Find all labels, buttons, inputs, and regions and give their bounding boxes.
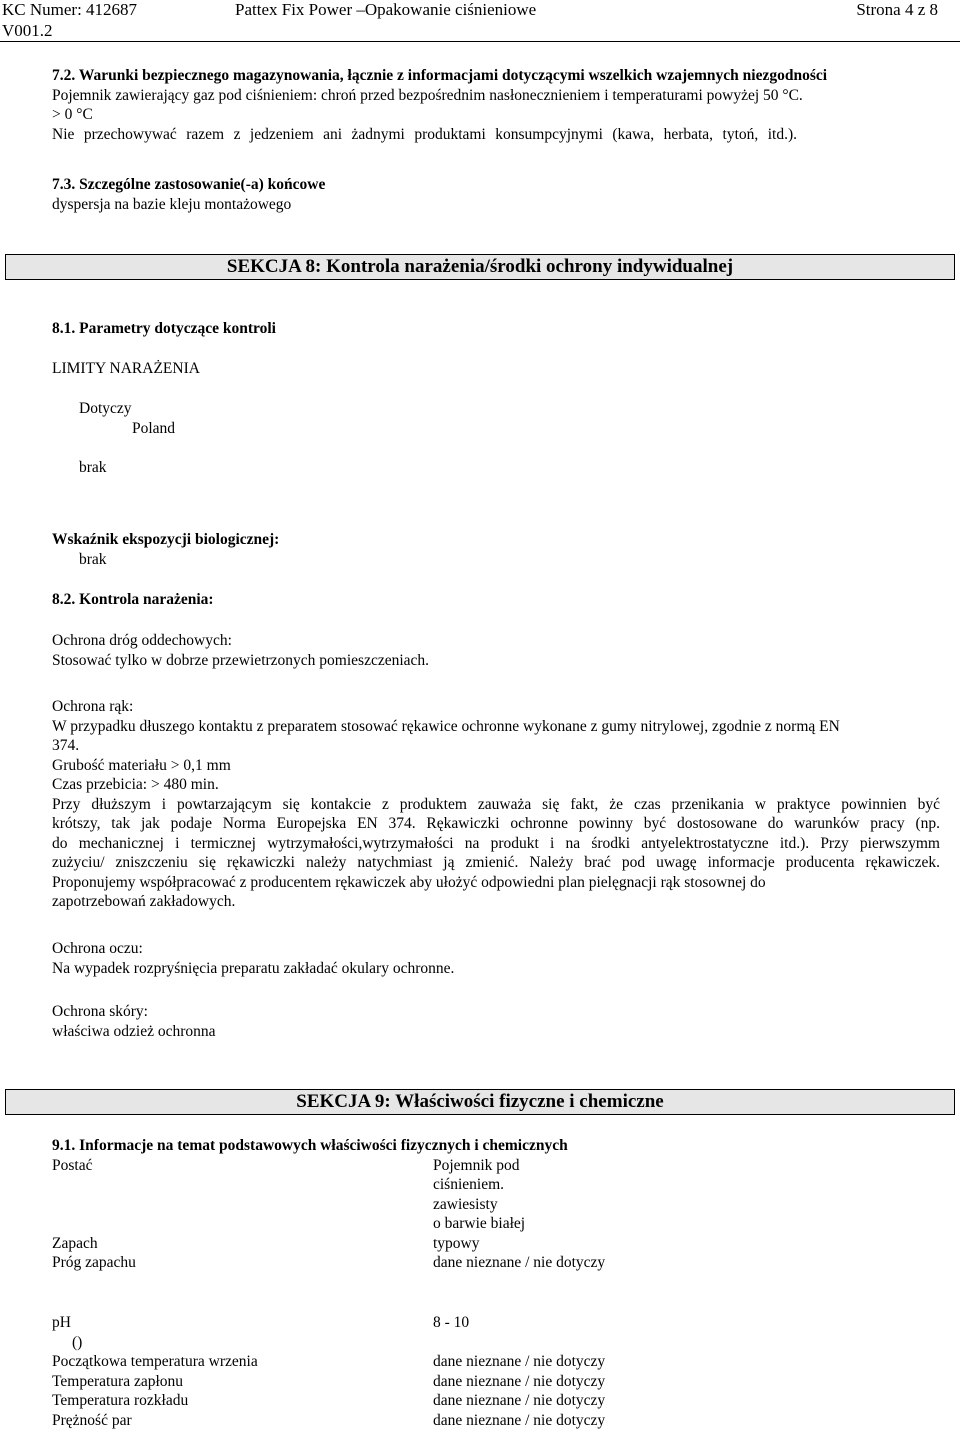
skin-title: Ochrona skóry: <box>52 1003 148 1020</box>
biological-index-value: brak <box>79 550 107 568</box>
limits-none <box>52 458 940 478</box>
form-value-3: zawiesisty <box>433 1195 498 1213</box>
limits-applies-block <box>52 399 940 438</box>
eye-text: Na wypadek rozpryśnięcia preparatu zakładać okulary ochronne. <box>52 959 455 977</box>
hand-line2: 374. <box>52 737 80 754</box>
section-7-2-title: 7.2. Warunki bezpiecznego magazynowania, łącznie z informacjami dotyczącymi wszelkich wzajemnych niezgodności <box>52 67 828 84</box>
section-9-1-title: 9.1. Informacje na temat podstawowych właściwości fizycznych i chemicznych <box>52 1137 568 1154</box>
biological-index-title: Wskaźnik ekspozycji biologicznej: <box>52 531 280 548</box>
form-value-1: Pojemnik pod <box>433 1156 520 1174</box>
section-7-2-line2: > 0 °C <box>52 106 93 123</box>
section-9-1-cont <box>52 1313 940 1430</box>
header-rule <box>0 41 960 42</box>
kc-number: KC Numer: 412687 <box>2 0 138 19</box>
odor-label: Zapach <box>52 1234 98 1252</box>
respiratory-title: Ochrona dróg oddechowych: <box>52 632 232 649</box>
section-7-3-title: 7.3. Szczególne zastosowanie(-a) końcowe <box>52 176 326 193</box>
vapor-value: dane nieznane / nie dotyczy <box>433 1411 606 1429</box>
hand-para-4: zużyciu/ zniszczeniu się rękawiczki należy natychmiast ją zmienić. Należy brać pod uwagę informacje producenta rękawiczek. <box>52 854 940 871</box>
property-odor <box>52 1234 940 1254</box>
section-8-1-title: 8.1. Parametry dotyczące kontroli <box>52 320 276 337</box>
section-9-1 <box>52 1136 940 1273</box>
property-boiling <box>52 1352 940 1372</box>
eye-protection <box>52 939 940 978</box>
respiratory-text: Stosować tylko w dobrze przewietrzonych pomieszczeniach. <box>52 651 430 669</box>
respiratory-protection <box>52 631 940 670</box>
form-value-4: o barwie białej <box>433 1215 526 1232</box>
section-7-3-text: dyspersja na bazie kleju montażowego <box>52 195 292 213</box>
property-form-cont-2 <box>52 1195 940 1215</box>
section-7-3 <box>52 175 940 214</box>
skin-protection <box>52 1002 940 1041</box>
section-7-2-line1: Pojemnik zawierający gaz pod ciśnieniem: chroń przed bezpośrednim nasłonecznieniem i temperaturami powyżej 50 °C. <box>52 86 803 104</box>
boiling-value: dane nieznane / nie dotyczy <box>433 1353 606 1370</box>
version: V001.2 <box>2 21 53 40</box>
section-8-2 <box>52 590 940 610</box>
country-label: Poland <box>132 419 176 437</box>
limits-none-value: brak <box>79 459 107 476</box>
hand-para-6: zapotrzebowań zakładowych. <box>52 893 236 910</box>
ph-value: 8 - 10 <box>433 1314 470 1331</box>
exposure-limits <box>52 359 940 379</box>
skin-text: właściwa odzież ochronna <box>52 1022 216 1040</box>
hand-line3: Grubość materiału > 0,1 mm <box>52 756 231 774</box>
page-number: Strona 4 z 8 <box>856 0 938 19</box>
property-vapor <box>52 1411 940 1431</box>
property-ph-sub <box>52 1333 940 1353</box>
applies-label: Dotyczy <box>79 400 132 417</box>
property-form-cont-1 <box>52 1175 940 1195</box>
threshold-value: dane nieznane / nie dotyczy <box>433 1254 606 1271</box>
vapor-label: Prężność par <box>52 1411 132 1429</box>
property-ph <box>52 1313 940 1333</box>
property-form-cont-3 <box>52 1214 940 1234</box>
hand-protection <box>52 697 940 912</box>
hand-para-5: Proponujemy współpracować z producentem rękawiczek aby ułożyć odpowiedni plan pielęgnacji rąk stosownej do <box>52 873 766 891</box>
property-decomposition <box>52 1391 940 1411</box>
decomposition-label: Temperatura rozkładu <box>52 1392 189 1409</box>
section-8-1 <box>52 319 940 339</box>
eye-title: Ochrona oczu: <box>52 940 143 957</box>
boiling-label: Początkowa temperatura wrzenia <box>52 1353 258 1370</box>
property-flash <box>52 1372 940 1392</box>
form-label: Postać <box>52 1156 93 1174</box>
odor-value: typowy <box>433 1234 480 1252</box>
section-9-title: SEKCJA 9: Właściwości fizyczne i chemiczne <box>5 1089 955 1115</box>
ph-sub: () <box>72 1333 83 1351</box>
property-odor-threshold <box>52 1253 940 1273</box>
section-8-title: SEKCJA 8: Kontrola narażenia/środki ochrony indywidualnej <box>5 254 955 280</box>
flash-value: dane nieznane / nie dotyczy <box>433 1372 606 1390</box>
hand-para-3: do mechanicznej i termicznej wytrzymałości,wytrzymałości na produkt i na środki antyelektrostatyczne itd.). Przy pierwszymm <box>52 834 940 852</box>
section-8-2-title: 8.2. Kontrola narażenia: <box>52 591 214 608</box>
section-7-2-line3: Nie przechowywać razem z jedzeniem ani żadnymi produktami konsumpcyjnymi (kawa, herbata, tytoń, itd.). <box>52 125 797 143</box>
hand-title: Ochrona rąk: <box>52 698 134 715</box>
section-7-2 <box>52 66 940 144</box>
exposure-limits-title: LIMITY NARAŻENIA <box>52 360 200 377</box>
property-form <box>52 1156 940 1176</box>
threshold-label: Próg zapachu <box>52 1254 136 1271</box>
biological-index <box>52 530 940 569</box>
page-header <box>0 0 960 42</box>
hand-para-1: Przy dłuższym i powtarzającym się kontakcie z produktem zauważa się fakt, że czas przenikania w praktyce powinnien być <box>52 795 940 813</box>
form-value-2: ciśnieniem. <box>433 1176 505 1193</box>
flash-label: Temperatura zapłonu <box>52 1372 184 1390</box>
product-name: Pattex Fix Power –Opakowanie ciśnieniowe <box>235 0 537 19</box>
decomposition-value: dane nieznane / nie dotyczy <box>433 1392 606 1409</box>
hand-line4: Czas przebicia: > 480 min. <box>52 776 219 793</box>
hand-line1: W przypadku dłuszego kontaktu z preparatem stosować rękawice ochronne wykonane z gumy nitrylowej, zgodnie z normą EN <box>52 717 840 735</box>
hand-para-2: krótszy, tak jak podaje Norma Europejska EN 374. Rękawiczki ochronne powinny być dostosowane do warunków pracy (np. <box>52 815 940 832</box>
ph-label: pH <box>52 1314 71 1331</box>
